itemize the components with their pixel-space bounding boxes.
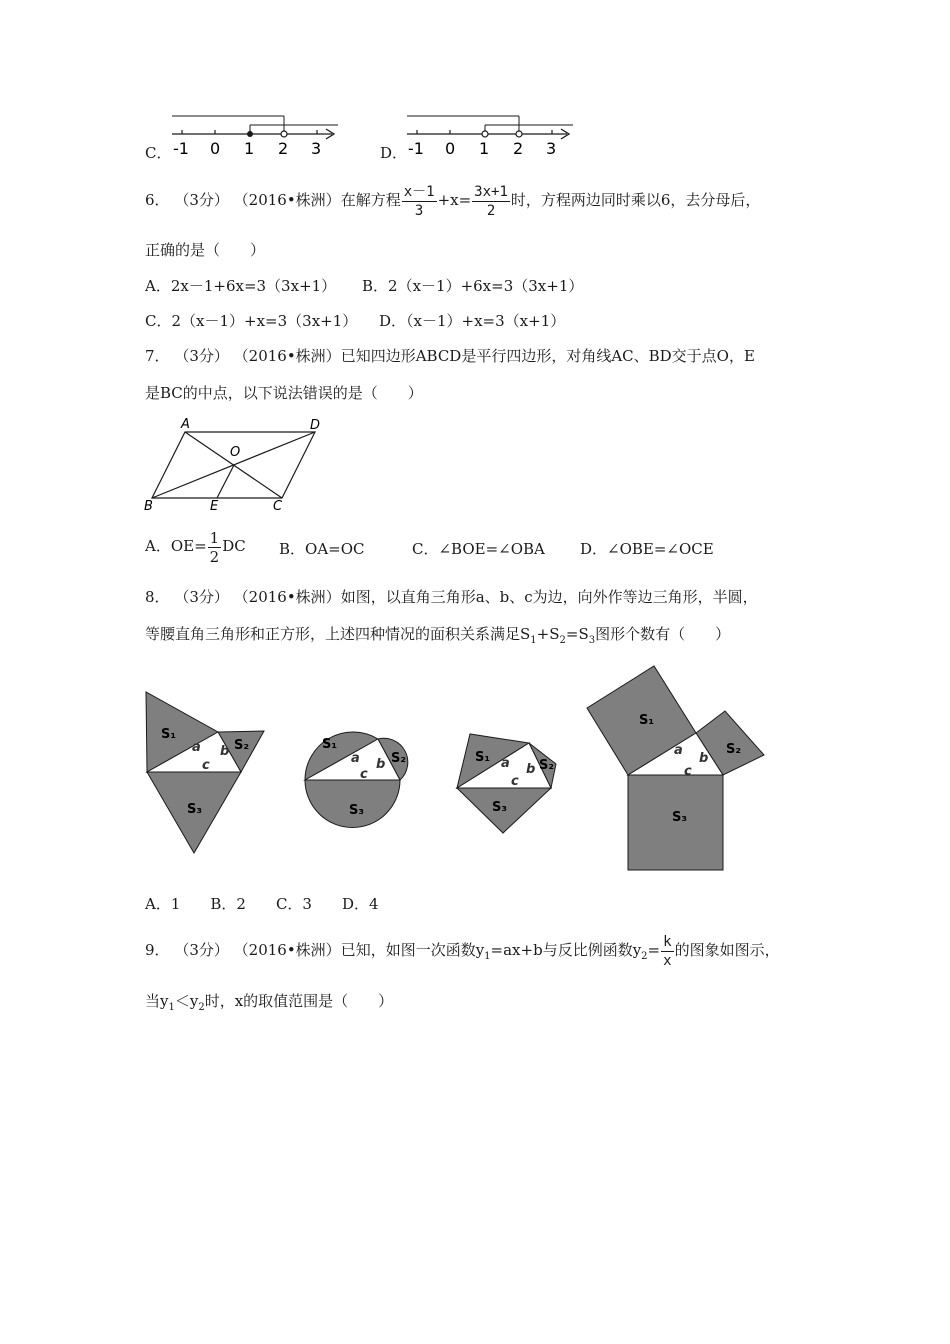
q8-fig2-s2-label: S₂ — [391, 751, 407, 766]
q5c-tick-label: 1 — [244, 139, 255, 158]
q8-fig4-s3-label: S₃ — [672, 810, 688, 825]
q7-option-a-fraction: $\frac{1}{2}$ — [209, 528, 220, 566]
q6-stem-line-1 — [145, 182, 760, 220]
q5d-tick-label: 2 — [513, 139, 524, 158]
q8-fig3-a-label: a — [501, 756, 510, 771]
q6-option-c: C．2（x－1）+x=3（3x+1） — [145, 312, 358, 330]
q9-fraction-k-over-x: $\frac{k}{x}$ — [663, 933, 672, 969]
q5c-tick-label: -1 — [173, 139, 189, 158]
q8-fig1-s1-label: S₁ — [161, 727, 177, 742]
q6-stem-text: 时，方程两边同时乘以6，去分母后， — [510, 191, 761, 209]
q8-fig2-s3-label: S₃ — [349, 803, 365, 818]
q5-option-c-number-line — [168, 108, 343, 160]
q7-source: （2016•株洲） — [233, 347, 341, 365]
q8-fig3-s2-label: S₂ — [539, 758, 555, 773]
q5d-tick-label: 0 — [445, 139, 456, 158]
q9-stem-line-1: 9． （3分） （2016•株洲）已知，如图一次函数$y_1=ax+b$与反比例函数$y_2=$ $\frac{k}{x}$ 的图象如图示， — [145, 933, 780, 969]
q6-stem-text: +x= — [437, 191, 472, 209]
q7-option-a: A．OE= $\frac{1}{2}$ DC — [145, 528, 246, 566]
q8-stem-text: 如图，以直角三角形a、b、c为边，向外作等边三角形，半圆， — [340, 588, 758, 606]
q9-number: 9． — [145, 941, 170, 959]
q8-stem-line-1 — [145, 587, 758, 607]
q7-vertex-b-label: B — [144, 499, 153, 514]
q5d-tick-label: 1 — [479, 139, 490, 158]
q6-number: 6． — [145, 191, 170, 209]
q5c-tick-label: 3 — [311, 139, 322, 158]
q8-fig3-s3-label: S₃ — [492, 800, 508, 815]
q8-stem-line-2: 等腰直角三角形和正方形，上述四种情况的面积关系满足$S_1+S_2=S_3$图形个数有（ ） — [145, 625, 731, 646]
q8-fig1-c-label: c — [202, 758, 210, 773]
q8-figure-squares — [580, 660, 770, 878]
q6-option-a: A．2x－1+6x=3（3x+1） — [145, 277, 337, 295]
q8-fig3-c-label: c — [511, 774, 519, 789]
q8-fig4-b-label: b — [699, 751, 709, 766]
q6-score: （3分） — [174, 191, 229, 209]
q8-fig3-b-label: b — [526, 762, 536, 777]
q8-fig2-s1-label: S₁ — [322, 737, 338, 752]
q8-fig4-a-label: a — [674, 743, 683, 758]
q8-fig2-b-label: b — [376, 757, 386, 772]
q8-fig4-c-label: c — [684, 764, 692, 779]
q5d-tick-label: 3 — [546, 139, 557, 158]
q6-option-b: B．2（x－1）+6x=3（3x+1） — [362, 277, 584, 295]
q7-number: 7． — [145, 347, 170, 365]
q9-score: （3分） — [174, 941, 229, 959]
q5-option-d-number-line — [403, 108, 578, 160]
q7-stem-line-1 — [145, 346, 755, 366]
q8-figure-equilateral-triangles — [140, 685, 270, 860]
q7-vertex-d-label: D — [310, 418, 321, 433]
q8-score: （3分） — [174, 588, 229, 606]
q8-fig3-s1-label: S₁ — [475, 750, 491, 765]
q8-fig1-a-label: a — [192, 740, 201, 755]
q8-fig4-s2-label: S₂ — [726, 742, 742, 757]
q7-score: （3分） — [174, 347, 229, 365]
q7-point-e-label: E — [210, 499, 219, 514]
q8-source: （2016•株洲） — [233, 588, 341, 606]
q8-figure-semicircles — [295, 712, 420, 832]
q6-stem-line-2: 正确的是（ ） — [145, 241, 266, 259]
q8-fig2-c-label: c — [360, 767, 368, 782]
q7-option-c: C．∠BOE=∠OBA — [412, 540, 545, 558]
q9-stem-line-2: 当$y_1<y_2$时，x的取值范围是（ ） — [145, 992, 394, 1013]
q8-options: A．1 B．2 C．3 D．4 — [145, 895, 379, 913]
q7-vertex-a-label: A — [181, 417, 190, 432]
q7-parallelogram-figure — [140, 412, 340, 516]
q5c-tick-label: 0 — [210, 139, 221, 158]
q7-point-o-label: O — [230, 445, 241, 460]
q5-option-d-label: D． — [380, 144, 408, 162]
q7-stem-text: 已知四边形ABCD是平行四边形，对角线AC、BD交于点O，E — [340, 347, 755, 365]
q6-stem-text: 在解方程 — [340, 191, 401, 209]
q8-fig2-a-label: a — [351, 751, 360, 766]
q5-option-c-label: C． — [145, 144, 172, 162]
q8-fig1-b-label: b — [220, 744, 230, 759]
q6-option-d: D．（x－1）+x=3（x+1） — [379, 312, 566, 330]
q8-fig1-s3-label: S₃ — [187, 802, 203, 817]
q5d-tick-label: -1 — [408, 139, 424, 158]
q6-fraction-2: $\frac{3x+1}{2}$ — [474, 183, 508, 219]
q8-fig4-s1-label: S₁ — [639, 713, 655, 728]
q8-number: 8． — [145, 588, 170, 606]
q8-figure-isosceles-right-triangles — [450, 725, 565, 840]
q7-option-b: B．OA=OC — [279, 540, 365, 558]
q7-vertex-c-label: C — [273, 499, 283, 514]
q6-source: （2016•株洲） — [233, 191, 341, 209]
q9-source: （2016•株洲） — [233, 941, 341, 959]
q8-fig1-s2-label: S₂ — [234, 738, 250, 753]
q7-option-d: D．∠OBE=∠OCE — [580, 540, 714, 558]
q6-fraction-1: $\frac{x-1}{3}$ — [403, 183, 435, 219]
q7-stem-line-2: 是BC的中点，以下说法错误的是（ ） — [145, 384, 423, 402]
q5c-tick-label: 2 — [278, 139, 289, 158]
